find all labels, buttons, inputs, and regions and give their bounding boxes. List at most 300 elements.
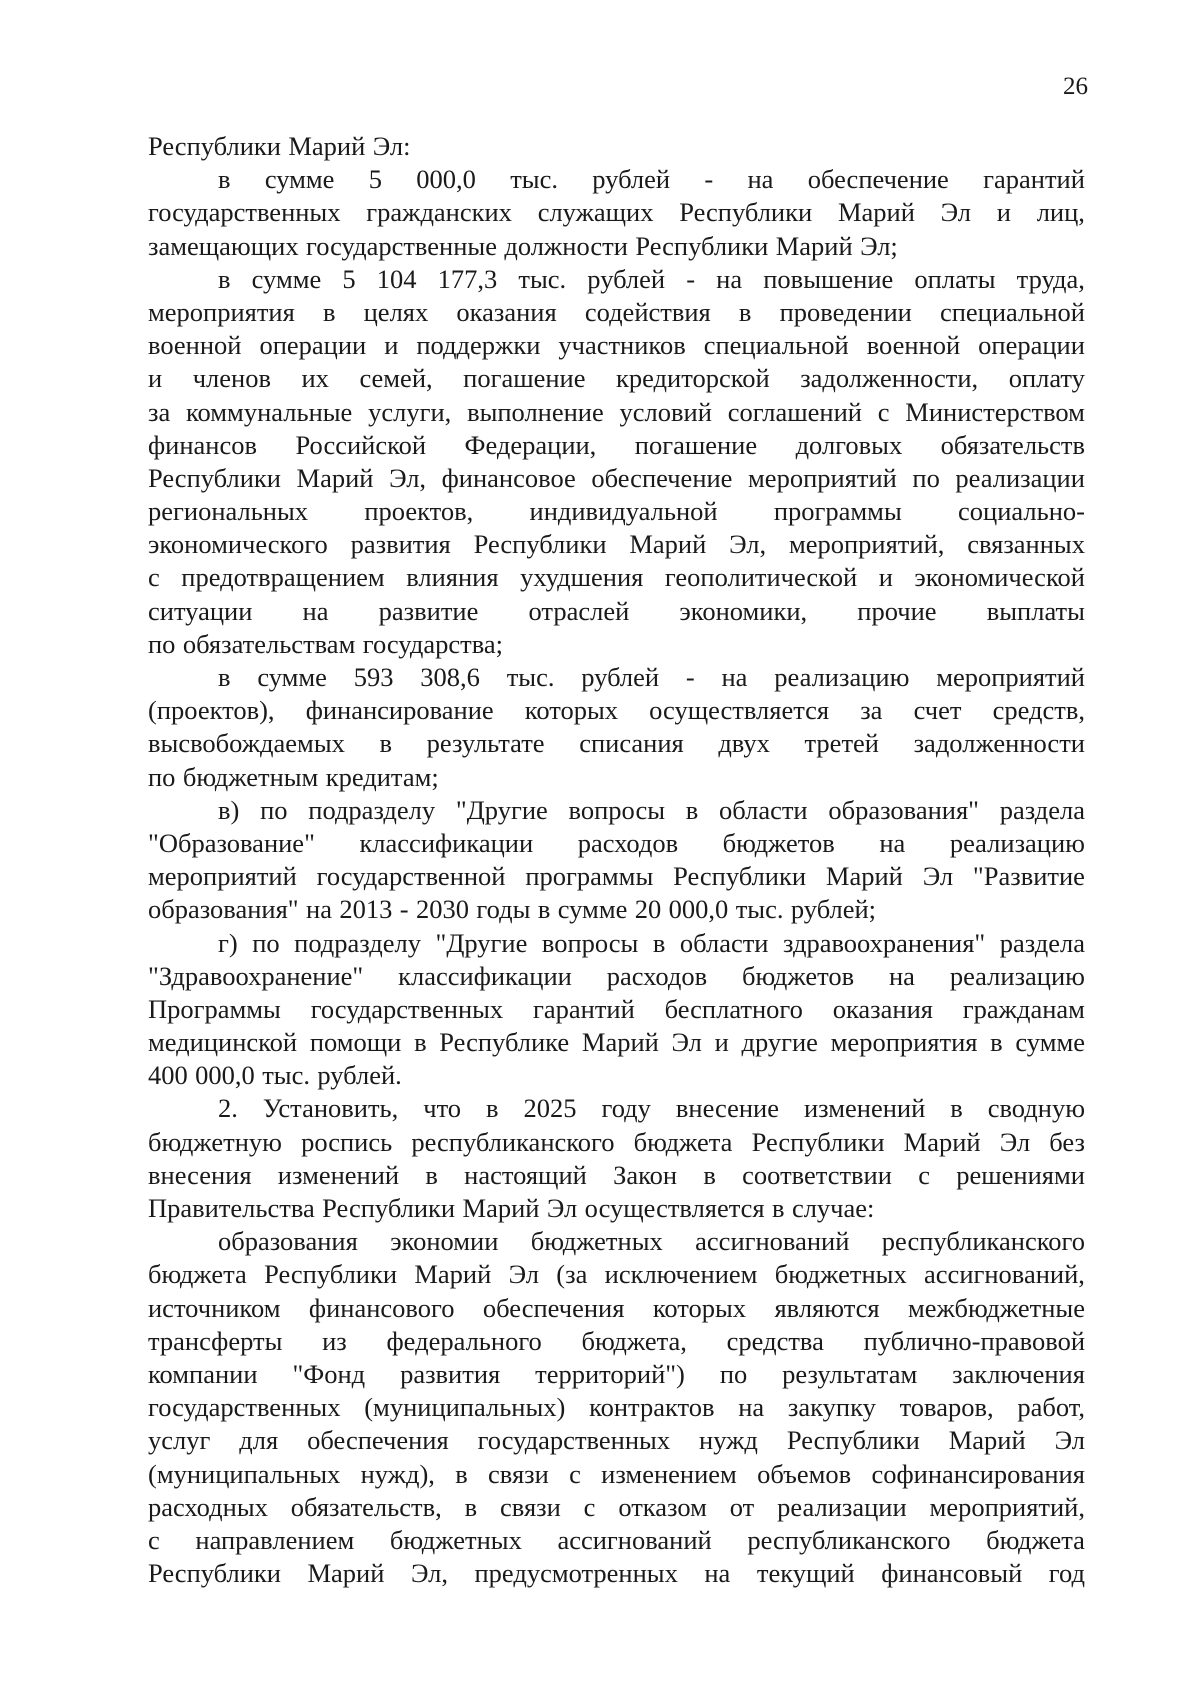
text-line	[148, 1258, 1085, 1291]
text-line	[148, 1026, 1085, 1059]
word: мероприятий	[936, 662, 1085, 692]
word: (за	[556, 1259, 588, 1290]
word: операции	[259, 330, 367, 361]
word: Республики	[322, 1193, 456, 1223]
word: оплаты	[914, 263, 996, 294]
word: обязательств	[940, 429, 1085, 460]
word: Правительства	[148, 1193, 315, 1223]
word: Эл,	[410, 1558, 448, 1589]
word: Республики	[679, 197, 813, 228]
word: 308,6	[420, 662, 480, 692]
word: связанных	[967, 529, 1085, 560]
word: заключения	[952, 1358, 1085, 1389]
text-line	[148, 528, 1085, 561]
text-line	[148, 595, 1085, 628]
word: "Фонд	[292, 1358, 366, 1389]
word: на	[747, 164, 774, 195]
word: объемов	[757, 1458, 852, 1489]
word: Республики	[635, 230, 769, 261]
word: связи	[488, 1458, 549, 1489]
word: региональных	[148, 496, 309, 527]
word: индивидуальной	[529, 496, 718, 527]
word: -	[704, 164, 714, 195]
word: сумме	[1015, 1027, 1085, 1058]
word: подразделу	[294, 927, 422, 958]
word: ассигнований	[557, 1524, 712, 1555]
text-line	[148, 794, 1085, 827]
word: Федерации,	[464, 429, 597, 460]
text-line	[148, 694, 1085, 727]
word: ситуации	[148, 595, 253, 626]
text-line	[148, 329, 1085, 362]
word: на	[889, 960, 915, 991]
text-line	[148, 960, 1085, 993]
word: результатам	[782, 1358, 918, 1389]
word: государственные	[305, 230, 497, 261]
word: вопросы	[541, 927, 639, 958]
word: Марий	[307, 1558, 385, 1589]
word: бюджетным	[182, 761, 319, 792]
word: Марий	[581, 1027, 659, 1058]
text-line	[148, 495, 1085, 528]
word: Республики	[148, 1558, 281, 1589]
word: Республике	[439, 1027, 570, 1058]
word: (проектов),	[148, 695, 275, 726]
word: раздела	[999, 794, 1085, 825]
word: -	[399, 894, 409, 925]
text-line	[148, 230, 1085, 263]
word: участников	[558, 330, 686, 361]
word: сумме	[557, 894, 628, 925]
word: реализацию	[949, 827, 1085, 858]
word: направлением	[195, 1524, 355, 1555]
word: Марий	[414, 1259, 492, 1290]
word: государственных	[148, 197, 341, 228]
word: 177,3	[437, 263, 498, 294]
text-line	[148, 1092, 1085, 1125]
word: республиканского	[411, 1126, 615, 1157]
word: специальной	[939, 296, 1085, 327]
word: развитие	[378, 595, 479, 626]
text-line	[148, 827, 1085, 860]
word: текущий	[756, 1558, 855, 1589]
word: годы	[476, 894, 531, 925]
word: обеспечения	[482, 1292, 625, 1323]
word: ухудшения	[520, 562, 644, 593]
word: для	[239, 1425, 279, 1456]
word: "Образование"	[148, 827, 315, 858]
word: по	[912, 462, 940, 493]
word: оказания	[456, 296, 557, 327]
word: Эл	[671, 1027, 702, 1058]
text-line	[148, 661, 1085, 694]
word: что	[423, 1093, 462, 1124]
word: в	[425, 1159, 438, 1190]
word: "Другие	[435, 927, 528, 958]
word: по	[148, 761, 176, 792]
word: которых	[652, 1292, 747, 1323]
word: изменений	[803, 1093, 926, 1124]
word: Эл	[1054, 1425, 1085, 1456]
word: геополитической	[664, 562, 858, 593]
word: оплату	[1008, 363, 1085, 394]
word: их	[301, 363, 329, 394]
word: области	[719, 794, 808, 825]
word: 5	[368, 164, 382, 195]
text-line	[148, 1391, 1085, 1424]
word: без	[1049, 1126, 1085, 1157]
text-line	[148, 993, 1085, 1026]
word: территорий")	[535, 1358, 685, 1389]
word: бюджетов	[741, 960, 855, 991]
word: бюджетных	[774, 1259, 907, 1290]
word: с	[583, 1491, 596, 1522]
word: Республики	[786, 1425, 920, 1456]
word: гражданских	[366, 197, 512, 228]
word: Министерством	[905, 396, 1085, 427]
word: в	[414, 1027, 427, 1058]
word: нужд),	[360, 1458, 435, 1489]
word: Республики	[264, 1259, 398, 1290]
word: государственных	[310, 993, 504, 1024]
word: мероприятий,	[788, 529, 945, 560]
text-line	[148, 462, 1085, 495]
word: Марий	[462, 1193, 540, 1223]
word: в	[537, 894, 551, 925]
word: обязательствам	[182, 628, 356, 659]
word: в	[379, 728, 392, 759]
word: списания	[579, 728, 684, 759]
text-line	[148, 1126, 1085, 1159]
word: "Здравоохранение"	[148, 960, 364, 991]
word: Эл,	[389, 462, 427, 493]
word: обязательств,	[290, 1491, 442, 1522]
word: образования	[218, 1226, 358, 1257]
word: бесплатного	[664, 993, 803, 1024]
word: отказом	[618, 1491, 707, 1522]
word: содействия	[584, 296, 711, 327]
word: бюджета	[986, 1524, 1085, 1555]
word: сумме	[251, 263, 322, 294]
word: Эл	[922, 861, 954, 892]
word: здравоохранения"	[782, 927, 986, 958]
word: кредиторской	[616, 363, 770, 394]
word: гарантий	[533, 993, 635, 1024]
word: осуществляется	[584, 1193, 765, 1223]
word: в	[990, 1027, 1003, 1058]
word: на	[738, 1392, 765, 1423]
word: республиканского	[747, 1524, 951, 1555]
word: настоящий	[464, 1159, 587, 1190]
word: 2.	[218, 1093, 238, 1124]
word: образования"	[148, 894, 299, 925]
word: Установить,	[262, 1093, 399, 1124]
word: мероприятий	[748, 462, 897, 493]
word: год	[1048, 1558, 1085, 1589]
word: Республики	[473, 529, 607, 560]
text-line	[148, 927, 1085, 960]
word: рублей	[581, 662, 660, 692]
word: должности	[504, 230, 628, 261]
text-line	[148, 1159, 1085, 1192]
word: 2025	[523, 1093, 577, 1124]
word: тыс.	[735, 894, 784, 925]
word: третей	[804, 728, 879, 759]
word: специальной	[703, 330, 849, 361]
word: гражданам	[962, 993, 1085, 1024]
word: Эл	[999, 1126, 1031, 1157]
word: экономической	[914, 562, 1085, 593]
text-line	[148, 1192, 1085, 1225]
text-line	[148, 1225, 1085, 1258]
word: бюджета	[633, 1126, 733, 1157]
word: с	[918, 1159, 930, 1190]
word: в	[950, 1093, 963, 1124]
word: оказания	[832, 993, 933, 1024]
word: условий	[619, 396, 712, 427]
word: рублей.	[317, 1060, 402, 1091]
word: Марий	[775, 230, 853, 261]
word: результате	[426, 728, 545, 759]
word: 000,0	[195, 1060, 255, 1091]
word: с	[148, 562, 160, 593]
word: в	[685, 794, 699, 825]
word: задолженности	[913, 728, 1085, 759]
word: трансферты	[148, 1325, 283, 1356]
text-line	[148, 628, 1085, 661]
word: "Развитие	[972, 861, 1085, 892]
word: выполнение	[467, 396, 604, 427]
word: -	[686, 263, 696, 294]
word: классификации	[398, 960, 572, 991]
word: в	[772, 1193, 785, 1223]
word: Республики	[148, 462, 281, 493]
word: рублей;	[790, 894, 877, 925]
word: изменений	[277, 1159, 400, 1190]
word: на	[721, 662, 748, 692]
text-line	[148, 196, 1085, 229]
word: за	[860, 695, 883, 726]
word: другие	[741, 1027, 818, 1058]
word: бюджетов	[722, 827, 835, 858]
word: военной	[148, 330, 242, 361]
word: на	[306, 894, 332, 925]
word: внесение	[675, 1093, 779, 1124]
word: (муниципальных	[148, 1458, 341, 1489]
text-line	[148, 1458, 1085, 1491]
word: сводную	[987, 1093, 1085, 1124]
word: государственных	[477, 1425, 671, 1456]
word: средств,	[992, 695, 1085, 726]
word: Республики	[751, 1126, 885, 1157]
word: проектов,	[364, 496, 474, 527]
word: замещающих	[148, 230, 299, 261]
text-line	[148, 1358, 1085, 1391]
word: тыс.	[506, 662, 555, 692]
word: Эл:	[372, 131, 411, 161]
word: помощи	[309, 1027, 402, 1058]
text-line	[148, 1059, 1085, 1092]
word: в	[738, 296, 752, 327]
word: за	[148, 396, 171, 427]
word: государства;	[362, 628, 503, 659]
word: классификации	[359, 827, 534, 858]
word: программы	[773, 496, 902, 527]
word: предотвращением	[181, 562, 385, 593]
word: обеспечение	[591, 462, 733, 493]
word: влияния	[406, 562, 499, 593]
word: г)	[218, 927, 238, 958]
word: 400	[148, 1060, 188, 1091]
text-line	[148, 1325, 1085, 1358]
word: области	[679, 927, 769, 958]
text-line	[148, 761, 1085, 794]
word: и	[996, 197, 1011, 228]
word: и	[714, 1027, 729, 1058]
word: расходов	[606, 960, 708, 991]
word: осуществляется	[649, 695, 830, 726]
word: обеспечения	[307, 1425, 449, 1456]
word: федерального	[386, 1325, 542, 1356]
word: в	[703, 1159, 716, 1190]
word: внесения	[148, 1159, 252, 1190]
word: и	[384, 330, 399, 361]
word: долговых	[795, 429, 903, 460]
word: экономики,	[679, 595, 808, 626]
word: с	[148, 1524, 160, 1555]
word: реализации	[955, 462, 1085, 493]
word: 2030	[416, 894, 470, 925]
word: гарантий	[983, 164, 1085, 195]
word: от	[729, 1491, 755, 1522]
word: роспись	[301, 1126, 393, 1157]
word: раздела	[999, 927, 1085, 958]
word: 593	[353, 662, 394, 692]
word: бюджетную	[148, 1126, 282, 1157]
word: государственных	[148, 1392, 341, 1423]
word: Марий	[296, 462, 374, 493]
word: вопросы	[568, 794, 666, 825]
text-line	[148, 1292, 1085, 1325]
word: выплаты	[986, 595, 1085, 626]
word: бюджета	[148, 1259, 247, 1290]
word: в	[322, 296, 336, 327]
word: в	[218, 164, 231, 195]
word: ассигнований	[695, 1226, 850, 1257]
word: по	[148, 628, 176, 659]
word: кредитам;	[325, 761, 439, 792]
word: экономии	[390, 1226, 499, 1257]
word: на	[716, 263, 743, 294]
word: публично-правовой	[863, 1325, 1085, 1356]
word: софинансирования	[871, 1458, 1085, 1489]
word: бюджета,	[581, 1325, 687, 1356]
word: 104	[376, 263, 417, 294]
word: на	[302, 595, 329, 626]
word: ассигнований,	[924, 1259, 1085, 1290]
word: финансовый	[881, 1558, 1023, 1589]
word: лиц,	[1036, 197, 1085, 228]
word: закупку	[787, 1392, 876, 1423]
word: мероприятий	[148, 861, 297, 892]
word: сумме	[257, 662, 327, 692]
word: на	[879, 827, 906, 858]
word: целях	[363, 296, 429, 327]
word: финансов	[148, 429, 258, 460]
word: соответствии	[742, 1159, 892, 1190]
word: Марий	[629, 529, 707, 560]
word: в	[464, 1491, 478, 1522]
word: нужд	[699, 1425, 758, 1456]
word: Марий	[948, 1425, 1026, 1456]
text-line	[148, 429, 1085, 462]
word: мероприятия	[148, 296, 295, 327]
word: развития	[400, 1358, 501, 1389]
word: контрактов	[589, 1392, 715, 1423]
word: членов	[192, 363, 271, 394]
word: Марий	[825, 861, 903, 892]
word: отраслей	[528, 595, 630, 626]
word: рублей	[592, 164, 671, 195]
word: финансирование	[305, 695, 494, 726]
word: тыс.	[510, 164, 558, 195]
word: обеспечение	[807, 164, 949, 195]
word: тыс.	[262, 1060, 310, 1091]
text-line	[148, 1557, 1085, 1590]
word: исключением	[604, 1259, 758, 1290]
text-line	[148, 561, 1085, 594]
text-line	[148, 263, 1085, 296]
word: программы	[525, 861, 654, 892]
word: погашение	[634, 429, 758, 460]
word: предусмотренных	[474, 1558, 678, 1589]
word: сумме	[264, 164, 335, 195]
word: 20	[634, 894, 662, 925]
text-line	[148, 860, 1085, 893]
word: 000,0	[416, 164, 476, 195]
word: из	[322, 1325, 347, 1356]
word: двух	[718, 728, 770, 759]
word: услуг	[148, 1425, 211, 1456]
word: Республики	[673, 861, 807, 892]
page-number: 26	[1063, 73, 1088, 100]
word: источником	[148, 1292, 281, 1323]
word: случае:	[791, 1193, 875, 1223]
word: году	[601, 1093, 651, 1124]
text-line	[148, 1424, 1085, 1457]
word: погашение	[463, 363, 586, 394]
word: реализацию	[949, 960, 1085, 991]
word: Программы	[148, 993, 281, 1024]
word: являются	[774, 1292, 880, 1323]
word: семей,	[359, 363, 433, 394]
word: подразделу	[308, 794, 436, 825]
word: Эл	[546, 1193, 578, 1223]
word: Республики	[148, 131, 281, 161]
word: в	[486, 1093, 499, 1124]
word: 000,0	[668, 894, 729, 925]
word: финансовое	[441, 462, 576, 493]
word: развития	[350, 529, 451, 560]
word: по	[719, 1358, 748, 1389]
word: в	[455, 1458, 468, 1489]
word: операции	[978, 330, 1085, 361]
word: изменением	[601, 1458, 737, 1489]
text-line	[148, 1524, 1085, 1557]
word: тыс.	[518, 263, 567, 294]
word: по	[260, 794, 288, 825]
word: в	[218, 662, 231, 692]
